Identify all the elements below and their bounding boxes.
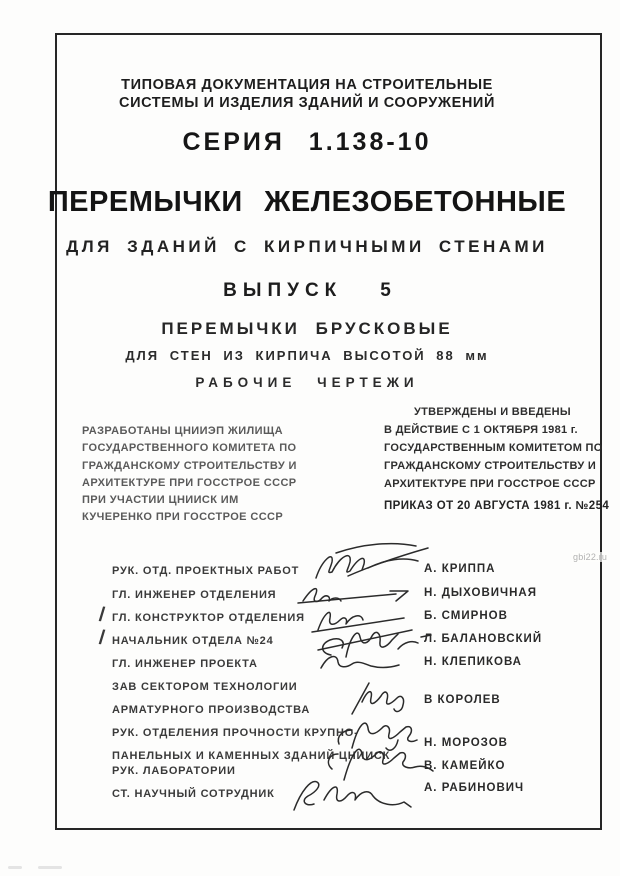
- signatory-role: НАЧАЛЬНИК ОТДЕЛА №24: [112, 635, 274, 647]
- signatory-name: Н. ДЫХОВИЧНАЯ: [424, 587, 537, 599]
- developed-by-line: РАЗРАБОТАНЫ ЦНИИЭП ЖИЛИЩА: [82, 425, 283, 437]
- signatory-row: [112, 653, 258, 676]
- signatory-name: А. РАБИНОВИЧ: [424, 782, 525, 794]
- slash-mark: /: [97, 626, 106, 650]
- document-subtitle: ДЛЯ ЗДАНИЙ С КИРПИЧНЫМИ СТЕНАМИ: [66, 237, 548, 256]
- signatory-role: РУК. ОТД. ПРОЕКТНЫХ РАБОТ: [112, 565, 300, 577]
- product-title: ПЕРЕМЫЧКИ БРУСКОВЫЕ: [161, 319, 453, 338]
- issue-number: 5: [380, 280, 391, 301]
- issue-line: [22, 280, 592, 302]
- signatory-name: Б. СМИРНОВ: [424, 610, 508, 622]
- developed-by-line: АРХИТЕКТУРЕ ПРИ ГОССТРОЕ СССР: [82, 476, 297, 489]
- doc-type-line2: СИСТЕМЫ И ИЗДЕЛИЯ ЗДАНИЙ И СООРУЖЕНИЙ: [119, 95, 495, 111]
- series-title: СЕРИЯ 1.138-10: [182, 128, 432, 156]
- order-line: ПРИКАЗ ОТ 20 АВГУСТА 1981 г. №254: [384, 500, 610, 512]
- signatory-row: [112, 783, 275, 806]
- signatory-name: Н. МОРОЗОВ: [424, 737, 508, 749]
- approved-by-line: ГРАЖДАНСКОМУ СТРОИТЕЛЬСТВУ И: [384, 460, 597, 472]
- slash-mark: /: [97, 603, 106, 627]
- signatory-name: Л. БАЛАНОВСКИЙ: [424, 633, 543, 645]
- signatory-role: ЗАВ СЕКТОРОМ ТЕХНОЛОГИИ: [112, 681, 298, 693]
- signatory-role: РУК. ЛАБОРАТОРИИ: [112, 765, 236, 777]
- signatory-name: В. КАМЕЙКО: [424, 760, 506, 772]
- signatory-row: [112, 676, 310, 721]
- approved-by-line: ГОСУДАРСТВЕННЫМ КОМИТЕТОМ ПО: [384, 442, 603, 454]
- doc-type-line1: ТИПОВАЯ ДОКУМЕНТАЦИЯ НА СТРОИТЕЛЬНЫЕ: [121, 77, 493, 93]
- signatory-row: [97, 603, 305, 630]
- approved-by-line: УТВЕРЖДЕНЫ И ВВЕДЕНЫ: [414, 406, 571, 418]
- issue-label: ВЫПУСК: [223, 280, 343, 301]
- developed-by-paragraph: [82, 423, 297, 527]
- scan-smudge: [38, 866, 62, 869]
- developed-by-line: КУЧЕРЕНКО ПРИ ГОССТРОЕ СССР: [82, 511, 284, 524]
- approved-by-paragraph: [384, 403, 603, 493]
- scan-smudge: [8, 866, 22, 869]
- signatory-row: [112, 560, 299, 583]
- signatory-role: СТ. НАУЧНЫЙ СОТРУДНИК: [112, 788, 275, 800]
- signatory-role-line2: АРМАТУРНОГО ПРОИЗВОДСТВА: [112, 704, 311, 716]
- signatory-role: РУК. ОТДЕЛЕНИЯ ПРОЧНОСТИ КРУПНО-: [112, 727, 359, 739]
- signatory-row: [97, 626, 274, 653]
- document-title: ПЕРЕМЫЧКИ ЖЕЛЕЗОБЕТОННЫЕ: [47, 186, 567, 218]
- approved-by-line: В ДЕЙСТВИЕ С 1 ОКТЯБРЯ 1981 г.: [384, 424, 578, 436]
- watermark: gbi22.ru: [573, 552, 608, 562]
- signatory-row: [112, 584, 276, 607]
- developed-by-line: ПРИ УЧАСТИИ ЦНИИСК ИМ: [82, 494, 239, 507]
- signatory-row: [112, 760, 236, 783]
- developed-by-line: ГОСУДАРСТВЕННОГО КОМИТЕТА ПО: [82, 442, 297, 455]
- doc-type-heading: [22, 76, 592, 112]
- signatory-name: В КОРОЛЕВ: [424, 694, 501, 706]
- product-note: ДЛЯ СТЕН ИЗ КИРПИЧА ВЫСОТОЙ 88 мм: [125, 348, 489, 363]
- signatory-role: ГЛ. КОНСТРУКТОР ОТДЕЛЕНИЯ: [112, 612, 305, 624]
- signatory-name: Н. КЛЕПИКОВА: [424, 656, 522, 668]
- signatory-role: ГЛ. ИНЖЕНЕР ПРОЕКТА: [112, 658, 258, 670]
- approved-by-line: АРХИТЕКТУРЕ ПРИ ГОССТРОЕ СССР: [384, 478, 596, 490]
- signatory-name: А. КРИППА: [424, 563, 496, 575]
- drawings-label: РАБОЧИЕ ЧЕРТЕЖИ: [195, 375, 419, 390]
- signatory-role-line2: ПАНЕЛЬНЫХ И КАМЕННЫХ ЗДАНИЙ ЦНИИСК: [112, 750, 391, 762]
- signatory-role: ГЛ. ИНЖЕНЕР ОТДЕЛЕНИЯ: [112, 589, 277, 601]
- developed-by-line: ГРАЖДАНСКОМУ СТРОИТЕЛЬСТВУ И: [82, 459, 297, 472]
